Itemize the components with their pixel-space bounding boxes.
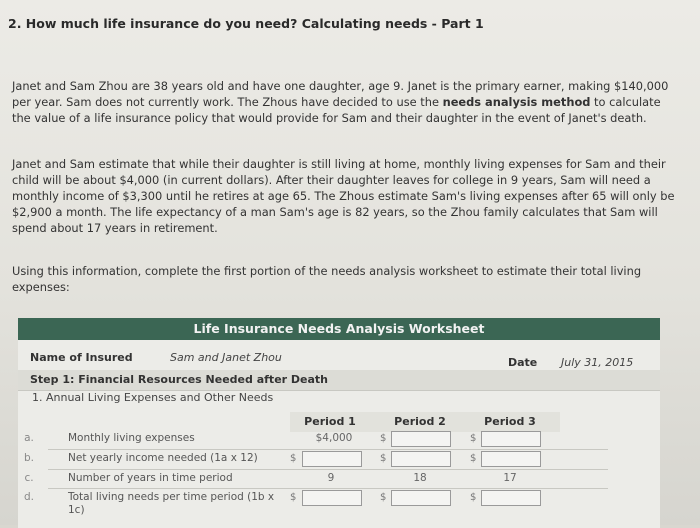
- row-c-period2-value: 18: [413, 472, 427, 484]
- row-b-period1-input[interactable]: [302, 451, 362, 467]
- worksheet: [18, 318, 660, 528]
- row-a-letter: a.: [24, 432, 34, 444]
- intro-text-bold: needs analysis method: [442, 95, 591, 109]
- row-d-period2-input[interactable]: [391, 490, 451, 506]
- row-c-label: Number of years in time period: [68, 472, 233, 484]
- date-value: July 31, 2015: [561, 356, 634, 369]
- row-b-period2-currency: $: [380, 453, 387, 464]
- intro-text-a: Janet and Sam Zhou are 38 years old and have one daughter, age 9. Janet is the primary earner, making $140,000 per year. Sam does not currently work. The Zhous have decided to use the: [12, 79, 669, 109]
- row-d-period1-currency: $: [290, 492, 297, 503]
- name-of-insured-label: Name of Insured: [30, 351, 133, 364]
- row-b-period3-currency: $: [470, 453, 477, 464]
- row-a-period3-currency: $: [470, 433, 477, 444]
- row-d-period2-currency: $: [380, 492, 387, 503]
- worksheet-header: Life Insurance Needs Analysis Worksheet: [18, 318, 660, 340]
- row-a-period2-currency: $: [380, 433, 387, 444]
- expenses-paragraph: Janet and Sam estimate that while their daughter is still living at home, monthly living expenses for Sam and their child will be about $4,000 (in current dollars). After their daughter leaves for college in 9 years, Sam will need a monthly income of $3,300 until he retires at age 65. The Zhous estimate Sam's living expenses after 65 will only be $2,900 a month. The life expectancy of a man Sam's age is 82 years, so the Zhou family calculates that Sam will spend about 17 years in retirement.: [12, 157, 675, 235]
- row-b-period3-input[interactable]: [481, 451, 541, 467]
- row-d-period3-input[interactable]: [481, 490, 541, 506]
- row-b-letter: b.: [23, 452, 34, 464]
- row-b-period1-currency: $: [290, 453, 297, 464]
- row-divider: [48, 469, 608, 470]
- date-label: Date: [508, 356, 538, 369]
- period3-header: Period 3: [484, 415, 536, 428]
- row-b-period2-input[interactable]: [391, 451, 451, 467]
- row-d-period1-input[interactable]: [302, 490, 362, 506]
- section1-heading: 1. Annual Living Expenses and Other Needs: [32, 391, 274, 404]
- name-of-insured-value: Sam and Janet Zhou: [170, 351, 282, 364]
- row-divider: [48, 449, 608, 450]
- intro-paragraph: [12, 78, 680, 126]
- row-d-period3-currency: $: [470, 492, 477, 503]
- row-c-period3-value: 17: [503, 472, 517, 484]
- row-d-label: Total living needs per time period (1b x 1c): [68, 491, 275, 516]
- row-c-period1-value: 9: [327, 472, 335, 484]
- row-a-period2-input[interactable]: [391, 431, 451, 447]
- row-a-period1-value: $4,000: [315, 432, 353, 444]
- intro-text-b: to calculate the value of a life insurance policy that would provide for Sam and their daughter in the event of Janet's death.: [12, 95, 661, 125]
- period1-header: Period 1: [304, 415, 356, 428]
- row-divider: [48, 488, 608, 489]
- question-title: 2. How much life insurance do you need? Calculating needs - Part 1: [8, 16, 484, 31]
- row-b-label: Net yearly income needed (1a x 12): [68, 452, 258, 464]
- row-a-label: Monthly living expenses: [68, 432, 195, 444]
- row-a-period3-input[interactable]: [481, 431, 541, 447]
- period2-header: Period 2: [394, 415, 446, 428]
- row-c-letter: c.: [24, 472, 34, 484]
- row-d-letter: d.: [23, 491, 34, 503]
- step1-heading: Step 1: Financial Resources Needed after Death: [30, 373, 329, 386]
- instructions-paragraph: Using this information, complete the first portion of the needs analysis worksheet to estimate their total living expenses:: [12, 264, 642, 294]
